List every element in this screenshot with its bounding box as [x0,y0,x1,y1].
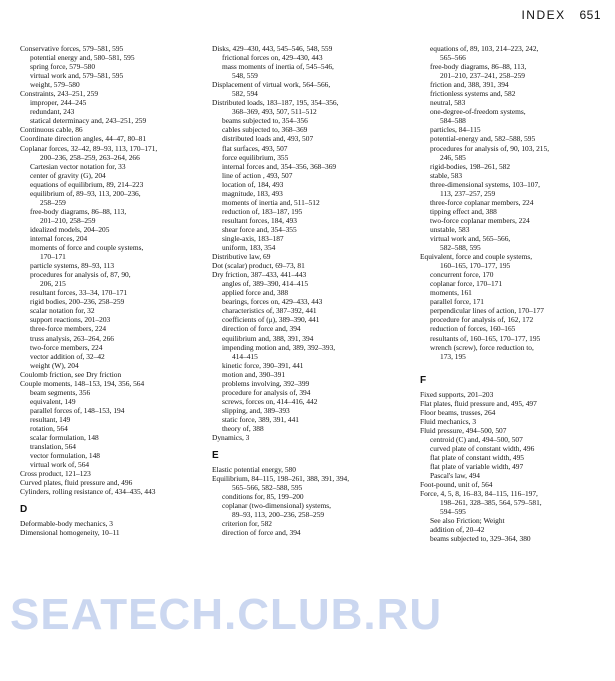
index-subentry: 200–236, 258–259, 263–264, 266 [40,152,140,162]
index-subentry: resultant forces, 184, 493 [222,215,297,225]
index-subentry: shear force and, 354–355 [222,224,297,234]
index-subentry: problems involving, 392–399 [222,378,310,388]
index-subentry: support reactions, 201–203 [30,315,111,325]
index-column-2 [212,44,412,537]
index-subentry: 594–595 [440,507,466,517]
index-subentry: potential energy and, 580–581, 595 [30,53,135,63]
index-entry: Flat plates, fluid pressure and, 495, 497 [420,398,537,408]
index-subentry: resultant, 149 [30,414,71,424]
index-subentry: direction of force and, 394 [222,528,301,538]
index-subentry: slipping, and, 389–393 [222,405,290,415]
index-entry: Fluid mechanics, 3 [420,416,477,426]
index-subentry: curved plate of constant width, 496 [430,443,535,453]
index-subentry: uniform, 183, 354 [222,243,276,253]
index-subentry: direction of force and, 394 [222,324,301,334]
index-subentry: resultant forces, 33–34, 170–171 [30,288,128,298]
index-subentry: perpendicular lines of action, 170–177 [430,306,544,316]
index-subentry: 173, 195 [440,351,466,361]
index-subentry: conditions for, 85, 199–200 [222,492,304,502]
index-subentry: 584–588 [440,116,466,126]
index-entry: Dot (scalar) product, 69–73, 81 [212,261,305,271]
index-subentry: coefficients of (μ), 389–390, 441 [222,315,320,325]
index-subentry: location of, 184, 493 [222,179,284,189]
index-subentry: cables subjected to, 368–369 [222,125,308,135]
index-subentry: flat plate of variable width, 497 [430,462,524,472]
index-subentry: idealized models, 204–205 [30,224,110,234]
index-subentry: 565–566, 582–588, 595 [232,483,303,493]
index-subentry: virtual work of, 564 [30,460,90,470]
index-subentry: scalar formulation, 148 [30,433,99,443]
index-subentry: Pascal's law, 494 [430,471,480,481]
index-subentry: spring force, 579–580 [30,62,96,72]
index-subentry: bearings, forces on, 429–433, 443 [222,297,323,307]
index-subentry: beams subjected to, 329–364, 380 [430,534,531,544]
index-subentry: truss analysis, 263–264, 266 [30,333,114,343]
index-subentry: 113, 237–257, 259 [440,188,496,198]
index-subentry: equations of, 89, 103, 214–223, 242, [430,44,539,53]
index-entry: Couple moments, 148–153, 194, 356, 564 [20,378,145,388]
index-subentry: moments of force and couple systems, [30,243,144,253]
index-subentry: kinetic force, 390–391, 441 [222,360,304,370]
index-subentry: coplanar force, 170–171 [430,279,503,289]
index-subentry: line of action , 493, 507 [222,170,293,180]
index-entry: Cylinders, rolling resistance of, 434–435, 443 [20,487,156,497]
index-subentry: 160–165, 170–177, 195 [440,261,511,271]
index-subentry: frictional forces on, 429–430, 443 [222,53,323,63]
index-subentry: center of gravity (G), 204 [30,170,106,180]
index-subentry: 246, 585 [440,152,466,162]
index-subentry: coplanar (two-dimensional) systems, [222,501,331,511]
index-subentry: procedures for analysis of, 87, 90, [30,270,131,280]
index-subentry: equilibrium and, 388, 391, 394 [222,333,314,343]
index-subentry: characteristics of, 387–392, 441 [222,306,317,316]
index-subentry: procedures for analysis of, 90, 103, 215, [430,143,550,153]
index-subentry: 201–210, 237–241, 258–259 [440,71,525,81]
index-subentry: procedure for analysis of, 162, 172 [430,315,534,325]
index-subentry: 258–259 [40,197,66,207]
index-subentry: parallel forces of, 148–153, 194 [30,405,125,415]
index-entry: Continuous cable, 86 [20,125,83,135]
index-subentry: reduction of forces, 160–165 [430,324,516,334]
index-subentry: particle systems, 89–93, 113 [30,261,115,271]
index-subentry: 368–369, 493, 507, 511–512 [232,107,317,117]
index-entry: Fixed supports, 201–203 [420,389,494,399]
index-entry: Curved plates, fluid pressure and, 496 [20,478,133,488]
index-subentry: scalar notation for, 32 [30,306,95,316]
index-entry: Conservative forces, 579–581, 595 [20,44,124,53]
index-subentry: two-force coplanar members, 224 [430,215,530,225]
index-subentry: translation, 564 [30,442,76,452]
index-entry: Displacement of virtual work, 564–566, [212,80,331,90]
section-letter: F [420,374,427,386]
index-subentry: 582, 594 [232,89,258,99]
index-subentry: 548, 559 [232,71,258,81]
index-subentry: free-body diagrams, 86–88, 113, [30,206,127,216]
index-entry: Force, 4, 5, 8, 16–83, 84–115, 116–197, [420,489,538,499]
index-subentry: particles, 84–115 [430,125,481,135]
index-subentry: 170–171 [40,252,66,262]
index-subentry: 414–415 [232,351,258,361]
index-subentry: See also Friction; Weight [430,516,505,526]
index-subentry: beam segments, 356 [30,387,91,397]
index-entry: Constraints, 243–251, 259 [20,89,99,99]
index-subentry: screws, forces on, 414–416, 442 [222,396,318,406]
index-entry: Coulomb friction, see Dry friction [20,369,122,379]
index-column-3 [420,44,605,543]
index-subentry: potential-energy and, 582–588, 595 [430,134,536,144]
index-subentry: concurrent force, 170 [430,270,494,280]
section-letter: D [20,504,28,516]
index-subentry: free-body diagrams, 86–88, 113, [430,62,527,72]
index-subentry: Cartesian vector notation for, 33 [30,161,126,171]
index-entry: Distributive law, 69 [212,252,271,262]
index-subentry: redundant, 243 [30,107,75,117]
index-subentry: addition of, 20–42 [430,525,485,535]
index-subentry: improper, 244–245 [30,98,87,108]
index-entry: Cross product, 121–123 [20,469,91,479]
index-entry: Dimensional homogeneity, 10–11 [20,528,120,538]
index-entry: Equivalent, force and couple systems, [420,252,533,262]
index-subentry: rotation, 564 [30,423,68,433]
index-subentry: rigid-bodies, 198–261, 582 [430,161,511,171]
index-entry: Deformable-body mechanics, 3 [20,519,113,529]
index-entry: Equilibrium, 84–115, 198–261, 388, 391, 394, [212,474,350,484]
index-subentry: friction and, 388, 391, 394 [430,80,509,90]
index-entry: Disks, 429–430, 443, 545–546, 548, 559 [212,44,333,53]
spacer [420,361,605,367]
index-subentry: parallel force, 171 [430,297,484,307]
index-subentry: theory of, 388 [222,423,264,433]
page-header [521,8,601,22]
index-subentry: internal forces and, 354–356, 368–369 [222,161,337,171]
index-subentry: 206, 215 [40,279,66,289]
index-subentry: two-force members, 224 [30,342,103,352]
index-entry: Fluid pressure, 494–500, 507 [420,425,507,435]
index-subentry: one-degree-of-freedom systems, [430,107,526,117]
index-subentry: static force, 389, 391, 441 [222,414,299,424]
index-entry: Floor beams, trusses, 264 [420,407,496,417]
index-subentry: equivalent, 149 [30,396,76,406]
index-subentry: three-force members, 224 [30,324,107,334]
index-subentry: procedure for analysis of, 394 [222,387,311,397]
index-subentry: equilibrium of, 89–93, 113, 200–236, [30,188,141,198]
index-subentry: magnitude, 183, 493 [222,188,283,198]
index-subentry: tipping effect and, 388 [430,206,497,216]
index-subentry: vector addition of, 32–42 [30,351,105,361]
index-subentry: vector formulation, 148 [30,451,100,461]
index-subentry: virtual work and, 579–581, 595 [30,71,124,81]
index-subentry: angles of, 389–390, 414–415 [222,279,309,289]
index-subentry: 565–566 [440,53,466,63]
index-subentry: 89–93, 113, 200–236, 258–259 [232,510,325,520]
index-entry: Coplanar forces, 32–42, 89–93, 113, 170–171, [20,143,158,153]
index-subentry: internal forces, 204 [30,233,88,243]
index-subentry: flat plate of constant width, 495 [430,452,525,462]
index-subentry: resultants of, 160–165, 170–177, 195 [430,333,541,343]
index-subentry: impending motion and, 389, 392–393, [222,342,336,352]
index-subentry: statical determinacy and, 243–251, 259 [30,116,147,126]
index-subentry: centroid (C) and, 494–500, 507 [430,434,523,444]
index-subentry: three-force coplanar members, 224 [430,197,534,207]
index-subentry: mass moments of inertia of, 545–546, [222,62,334,72]
section-letter: E [212,450,219,462]
watermark: SEATECH.CLUB.RU [10,590,443,639]
header-section: INDEX [521,8,566,22]
index-subentry: three-dimensional systems, 103–107, [430,179,541,189]
index-entry: Dynamics, 3 [212,433,250,443]
index-subentry: virtual work and, 565–566, [430,233,511,243]
index-subentry: applied force and, 388 [222,288,289,298]
index-subentry: unstable, 583 [430,224,470,234]
index-entry: Distributed loads, 183–187, 195, 354–356, [212,98,339,108]
index-subentry: distributed loads and, 493, 507 [222,134,314,144]
index-column-1 [20,44,200,537]
index-subentry: force equilibrium, 355 [222,152,289,162]
index-subentry: flat surfaces, 493, 507 [222,143,288,153]
index-subentry: single-axis, 183–187 [222,233,284,243]
index-subentry: frictionless systems and, 582 [430,89,516,99]
index-entry: Dry friction, 387–433, 441–443 [212,270,307,280]
index-subentry: motion and, 390–391 [222,369,286,379]
index-subentry: beams subjected to, 354–356 [222,116,308,126]
index-subentry: weight (W), 204 [30,360,79,370]
index-subentry: 201–210, 258–259 [40,215,96,225]
index-subentry: equations of equilibrium, 89, 214–223 [30,179,144,189]
index-subentry: rigid bodies, 200–236, 258–259 [30,297,125,307]
index-subentry: weight, 579–580 [30,80,80,90]
index-subentry: 582–588, 595 [440,243,481,253]
index-subentry: reduction of, 183–187, 195 [222,206,303,216]
index-subentry: neutral, 583 [430,98,466,108]
index-subentry: criterion for, 582 [222,519,272,529]
index-subentry: 198–261, 328–385, 564, 579–581, [440,498,542,508]
index-entry: Coordinate direction angles, 44–47, 80–81 [20,134,147,144]
index-subentry: moments of inertia and, 511–512 [222,197,320,207]
index-entry: Foot-pound, unit of, 564 [420,480,493,490]
index-subentry: stable, 583 [430,170,463,180]
index-entry: Elastic potential energy, 580 [212,465,296,475]
index-subentry: wrench (screw), force reduction to, [430,342,534,352]
index-subentry: moments, 161 [430,288,472,298]
page-number: 651 [579,8,601,22]
